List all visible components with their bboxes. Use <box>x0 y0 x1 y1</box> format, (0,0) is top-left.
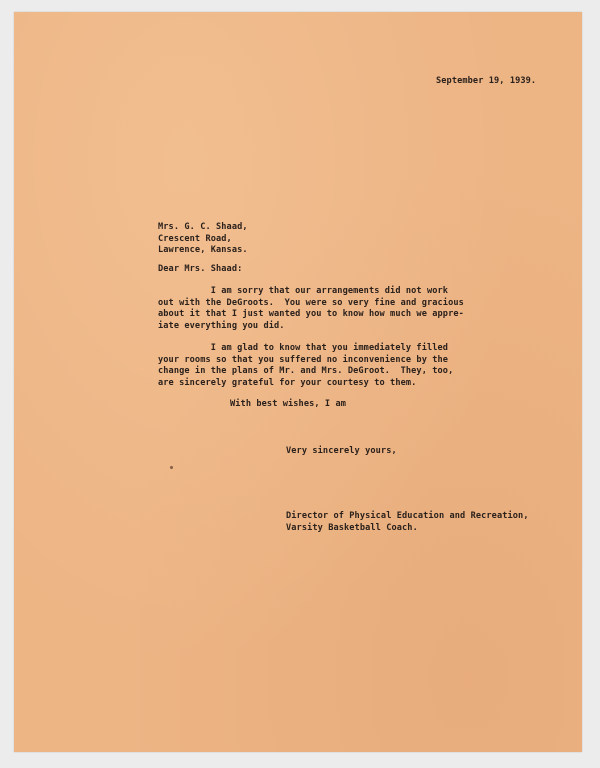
valediction: Very sincerely yours, <box>286 446 397 456</box>
paragraph-line: iate everything you did. <box>158 320 285 331</box>
salutation: Dear Mrs. Shaad: <box>158 264 243 274</box>
ink-speck <box>170 466 173 469</box>
paragraph-line: out with the DeGroots. You were so very fine and gracious <box>158 297 464 308</box>
letter-date: September 19, 1939. <box>436 76 537 86</box>
signature-line: Director of Physical Education and Recreation, <box>286 511 529 521</box>
paragraph-line: I am glad to know that you immediately filled <box>158 343 449 353</box>
signature-block <box>286 511 529 534</box>
paragraph-line: are sincerely grateful for your courtesy to them. <box>158 377 417 388</box>
paragraph-line: change in the plans of Mr. and Mrs. DeGroot. They, too, <box>158 366 454 377</box>
address-line: Mrs. G. C. Shaad, <box>158 222 248 232</box>
paragraph-line: your rooms so that you suffered no inconvenience by the <box>158 354 449 365</box>
address-line: Crescent Road, <box>158 233 232 244</box>
recipient-address <box>158 222 248 257</box>
paragraph-line: about it that I just wanted you to know how much we appre- <box>158 309 464 320</box>
paragraph-line: I am sorry that our arrangements did not work <box>158 286 449 296</box>
body-paragraph-1 <box>158 286 464 332</box>
address-line: Lawrence, Kansas. <box>158 245 248 256</box>
body-paragraph-2 <box>158 343 453 389</box>
signature-line: Varsity Basketball Coach. <box>286 522 418 533</box>
closing-line: With best wishes, I am <box>230 399 347 409</box>
